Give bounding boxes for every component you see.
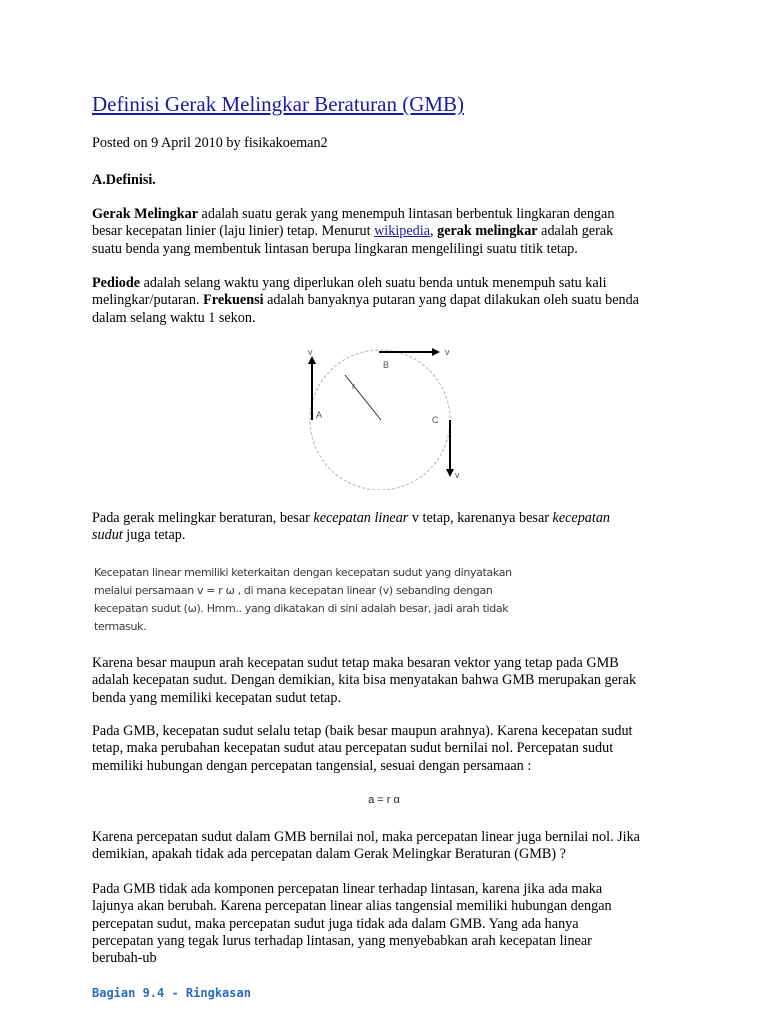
p1-line1-text: adalah suatu gerak yang menempuh lintasan berbentuk lingkaran dengan [198, 206, 615, 222]
arrow-head-right-icon [432, 348, 440, 356]
p7-line5: berubah-ub [92, 950, 157, 967]
arrow-head-up-icon [308, 356, 316, 364]
circular-motion-diagram [295, 340, 475, 490]
p2-line2 [92, 292, 692, 309]
footer-link-ringkasan[interactable]: Bagian 9.4 - Ringkasan [92, 986, 251, 1000]
p5-line3: memiliki hubungan dengan percepatan tangensial, sesuai dengan persamaan : [92, 757, 532, 774]
p4-line3: benda yang memiliki kecepatan sudut tetap. [92, 689, 341, 706]
paragraph-vektor-tetap [92, 655, 692, 707]
p7-line1: Pada GMB tidak ada komponen percepatan linear terhadap lintasan, karena jika ada maka [92, 881, 603, 897]
term-kecepatan-linear: kecepatan linear [313, 510, 409, 526]
label-point-a: A [316, 410, 323, 420]
p1-line2-a: besar kecepatan linier (laju linier) tetap. Menurut [92, 223, 375, 240]
image-text-line4: termasuk. [94, 620, 147, 633]
arrow-head-down-icon [446, 469, 454, 477]
term-pediode: Pediode [92, 275, 141, 291]
p1-line3: suatu benda yang membentuk lintasan berupa lingkaran mengelilingi suatu titik tetap. [92, 240, 578, 257]
wikipedia-link[interactable]: wikipedia [374, 223, 431, 240]
p1-line2-c: adalah gerak [537, 223, 614, 240]
paragraph-periode [92, 275, 692, 327]
image-text-line2: melalui persamaan v = r ω , di mana kecepatan linear (v) sebanding dengan [94, 584, 493, 597]
label-point-c: C [432, 415, 439, 425]
formula-a-equals-r-alpha: a = r α [368, 794, 400, 806]
p5-line1: Pada GMB, kecepatan sudut selalu tetap (baik besar maupun arahnya). Karena kecepatan sudut [92, 723, 633, 739]
p2-line2-a: melingkar/putaran. [92, 292, 204, 309]
p7-line2: lajunya akan berubah. Karena percepatan linear alias tangensial memiliki hubungan dengan [92, 898, 612, 915]
p2-line3: dalam selang waktu 1 sekon. [92, 309, 256, 326]
p1-line2-b: , [430, 223, 438, 240]
p2-line1 [92, 275, 692, 292]
p3-line2 [92, 527, 692, 544]
paragraph-percepatan-linear [92, 829, 692, 864]
label-v-right: v [455, 470, 460, 480]
term-gerak-melingkar: Gerak Melingkar [92, 206, 198, 222]
label-v-left: v [308, 347, 313, 357]
paragraph-komponen-percepatan [92, 881, 692, 967]
p1-line2 [92, 223, 692, 240]
p6-line2: demikian, apakah tidak ada percepatan dalam Gerak Melingkar Beraturan (GMB) ? [92, 846, 566, 863]
p4-line1: Karena besar maupun arah kecepatan sudut tetap maka besaran vektor yang tetap pada GMB [92, 655, 619, 671]
image-text-line1: Kecepatan linear memiliki keterkaitan dengan kecepatan sudut yang dinyatakan [94, 566, 512, 579]
section-heading [92, 172, 692, 189]
term-gerak-melingkar-2: gerak melingkar [437, 223, 538, 240]
p3-line1-b: v tetap, karenanya besar [408, 510, 553, 526]
section-heading-text: A.Definisi. [92, 172, 156, 188]
paragraph-gerak-melingkar [92, 206, 692, 258]
p5-line2: tetap, maka perubahan kecepatan sudut atau percepatan sudut bernilai nol. Percepatan sudut [92, 740, 614, 757]
paragraph-kecepatan [92, 510, 692, 545]
p7-line3: percepatan sudut, maka percepatan sudut juga tidak ada dalam GMB. Yang ada hanya [92, 915, 579, 932]
p1-line1 [92, 206, 692, 223]
term-frekuensi: Frekuensi [203, 292, 264, 309]
radius-line [345, 375, 381, 420]
label-point-b: B [383, 360, 390, 370]
p2-line1-text: adalah selang waktu yang diperlukan oleh suatu benda untuk menempuh satu kali [140, 275, 607, 291]
quoted-image-text [94, 564, 554, 636]
p3-line2-text: juga tetap. [122, 527, 186, 544]
p7-line4: percepatan yang tegak lurus terhadap lintasan, yang menyebabkan arah kecepatan linear [92, 932, 592, 949]
term-kecepatan: kecepatan [552, 510, 611, 526]
article-title[interactable]: Definisi Gerak Melingkar Beraturan (GMB) [92, 92, 465, 116]
p6-line1: Karena percepatan sudut dalam GMB bernilai nol, maka percepatan linear juga bernilai nol. Jika [92, 829, 640, 845]
circle-path [310, 350, 450, 490]
p3-line1 [92, 510, 692, 527]
image-text-line3: kecepatan sudut (ω). Hmm.. yang dikatakan di sini adalah besar, jadi arah tidak [94, 602, 509, 615]
p4-line2: adalah kecepatan sudut. Dengan demikian, kita bisa menyatakan bahwa GMB merupakan gerak [92, 672, 637, 689]
post-meta: Posted on 9 April 2010 by fisikakoeman2 [92, 135, 328, 151]
term-sudut: sudut [92, 527, 123, 544]
paragraph-percepatan-sudut [92, 723, 692, 775]
label-v-top: v [445, 347, 450, 357]
p3-line1-a: Pada gerak melingkar beraturan, besar [92, 510, 314, 526]
p2-line2-b: adalah banyaknya putaran yang dapat dilakukan oleh suatu benda [263, 292, 639, 309]
label-radius: r [352, 381, 355, 391]
